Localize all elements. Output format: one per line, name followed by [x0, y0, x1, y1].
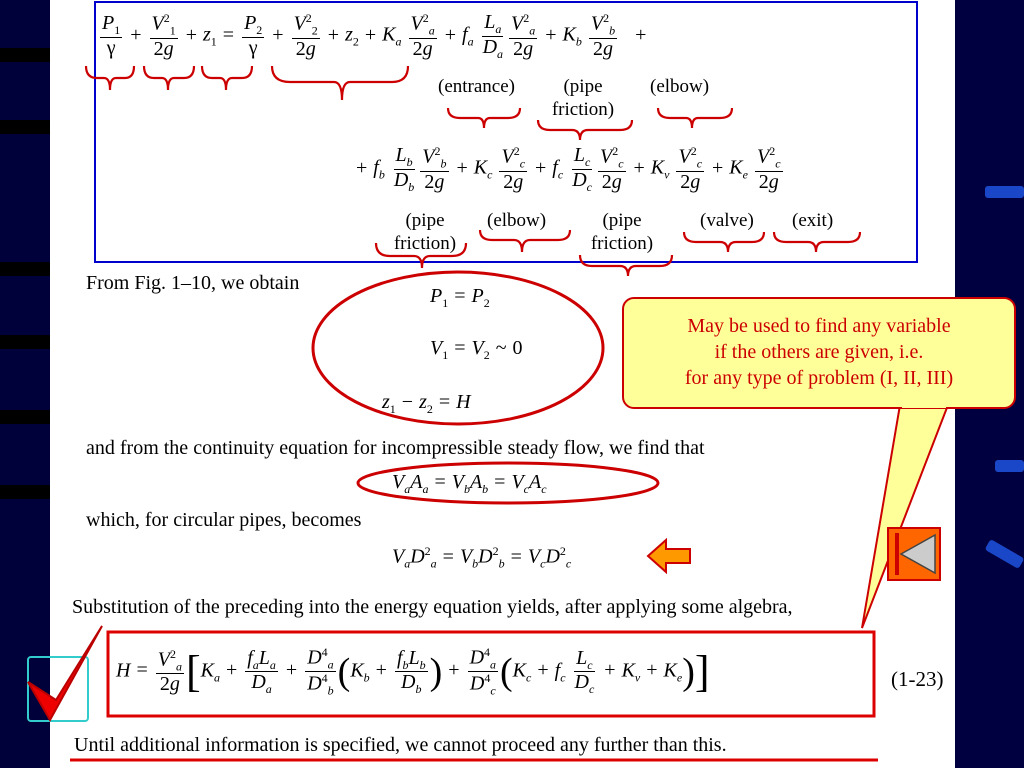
label-elbow-2: (elbow) — [487, 210, 547, 231]
margin-dash — [0, 120, 50, 134]
text-circular: which, for circular pipes, becomes — [86, 509, 362, 531]
callout-note — [622, 297, 1016, 409]
brace-pipe-friction-3 — [580, 255, 672, 276]
margin-dash — [985, 186, 1024, 198]
margin-dash — [0, 485, 50, 499]
margin-dash — [995, 460, 1024, 472]
brace-right-side-terms — [272, 66, 408, 100]
label-elbow-1: (elbow) — [650, 76, 710, 97]
energy-equation-row-1: $\frac{P_1}{\gamma}$ + $\frac{V^2_1}{2g}$ + $z_1$ = $\frac{P_2}{\gamma}$ + $\frac{V^2_2}{2g}$ + $z_2 + K_a$ $\frac{V^2_a}{2g}$ + $f_a$ $\frac{L_a}{D_a}$ $\frac{V^2_a}{2g}$ + $K_b$ $\frac{V^2_b}{2g}$ + — [102, 11, 647, 61]
continuity-equation: $V_aA_a = V_bA_b = V_cA_c$ — [392, 471, 547, 496]
brace-pipe-friction-2 — [376, 243, 466, 268]
final-head-equation: H = $\frac{V^2_a}{2g}$ [$K_a$ + $\frac{f_aL_a}{D_a}$ + $\frac{D^4_a}{D^4_b}$ ($K_b$ + $\frac{f_bL_b}{D_b}$ ) + $\frac{D^4_a}{D^4_c}$ ($K_c + f_c$ $\frac{L_c}{D_c}$ + $K_v + K_e$)] — [116, 645, 710, 698]
label-pipe-friction-2: (pipe friction) — [393, 210, 457, 254]
energy-equation-row-2: + $f_b$ $\frac{L_b}{D_b}$ $\frac{V^2_b}{2g}$ + $K_c$ $\frac{V^2_c}{2g}$ + $f_c$ $\frac{L_c}{D_c}$ $\frac{V^2_c}{2g}$ + $K_v$ $\frac{V^2_c}{2g}$ + $K_e$ $\frac{V^2_c}{2g}$ — [356, 144, 781, 194]
condition-pressure: $P_1 = P_2$ — [430, 285, 490, 310]
brace-elbow-2 — [480, 230, 570, 252]
brace-valve — [684, 232, 764, 252]
left-arrow-icon[interactable] — [646, 536, 694, 576]
margin-dash — [0, 262, 50, 276]
brace-entrance — [448, 108, 520, 128]
callout-join — [902, 404, 946, 408]
circular-pipe-equation: $V_aD^2_a = V_bD^2_b = V_cD^2_c$ — [392, 544, 572, 571]
condition-elevation: $z_1 - z_2 = H$ — [382, 391, 471, 416]
condition-velocity: $V_1 = V_2$ ~ 0 — [430, 337, 523, 362]
checkmark-icon — [20, 620, 110, 730]
margin-dash — [0, 335, 50, 349]
label-exit: (exit) — [792, 210, 834, 231]
label-pipe-friction-1: (pipe friction) — [551, 76, 615, 120]
back-triangle-icon — [889, 529, 939, 579]
text-substitution: Substitution of the preceding into the energy equation yields, after applying some algebra, — [72, 596, 793, 618]
text-conclusion: Until additional information is specified, we cannot proceed any further than this. — [74, 734, 727, 756]
brace-elbow-1 — [658, 108, 732, 128]
nav-back-button[interactable] — [887, 527, 941, 581]
brace-p1-gamma — [86, 66, 134, 90]
brace-pipe-friction-1 — [538, 120, 632, 140]
margin-dash — [0, 410, 50, 424]
label-entrance: (entrance) — [438, 76, 515, 97]
brace-exit — [774, 232, 860, 252]
label-valve: (valve) — [700, 210, 754, 231]
callout-note-text: May be used to find any variable if the others are given, i.e. for any type of problem (I, II, III) — [684, 315, 954, 389]
margin-dash — [0, 48, 50, 62]
equation-number: (1-23) — [891, 667, 944, 691]
brace-z1 — [202, 66, 252, 90]
text-from-fig: From Fig. 1–10, we obtain — [86, 272, 300, 294]
label-pipe-friction-3: (pipe friction) — [590, 210, 654, 254]
text-continuity: and from the continuity equation for incompressible steady flow, we find that — [86, 437, 705, 459]
brace-v1 — [144, 66, 194, 90]
